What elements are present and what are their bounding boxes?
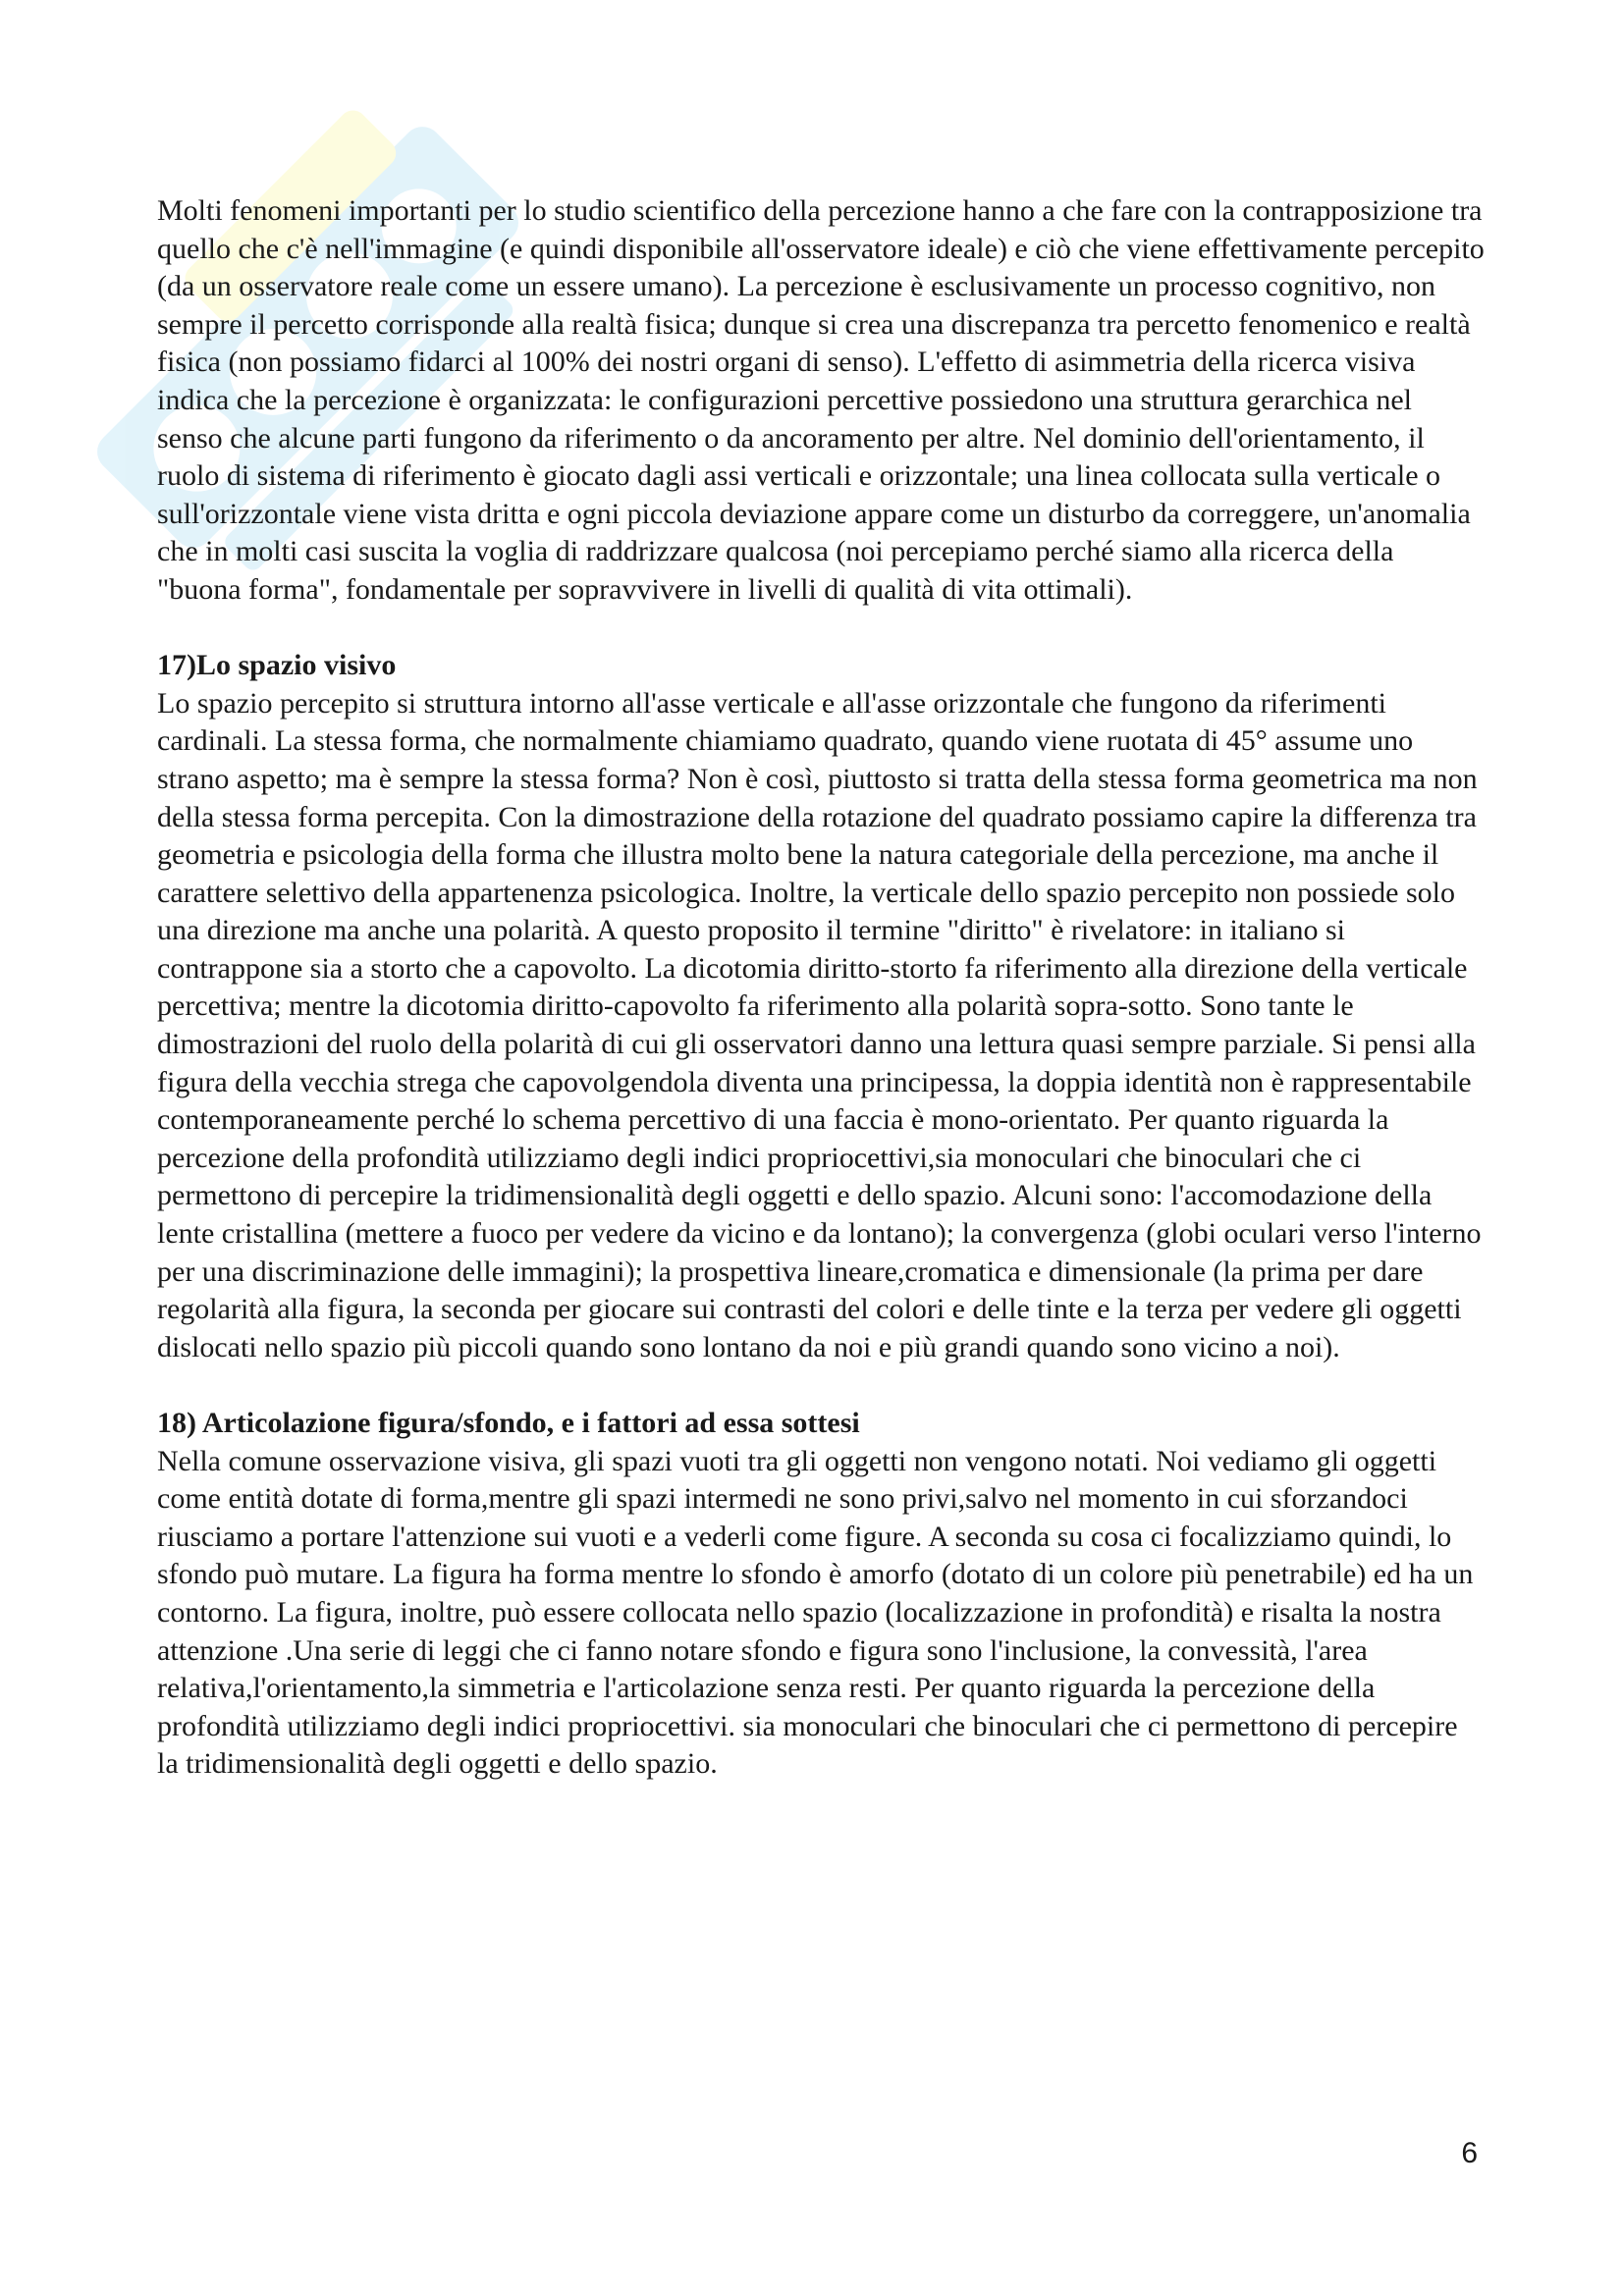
section-heading: 18) Articolazione figura/sfondo, e i fattori ad essa sottesi <box>157 1407 860 1439</box>
section-spazio-visivo <box>157 647 1485 1366</box>
intro-paragraph: Molti fenomeni importanti per lo studio scientifico della percezione hanno a che fare con la contrapposizione tra quello che c'è nell'immagine (e quindi disponibile all'osservatore ideale) e ciò che viene effettivamente percepito (da un osservatore reale come un essere umano). La percezione è esclusivamente un processo cognitivo, non sempre il percetto corrisponde alla realtà fisica; dunque si crea una discrepanza tra percetto fenomenico e realtà fisica (non possiamo fidarci al 100% dei nostri organi di senso). L'effetto di asimmetria della ricerca visiva indica che la percezione è organizzata: le configurazioni percettive possiedono una struttura gerarchica nel senso che alcune parti fungono da riferimento o da ancoramento per altre. Nel dominio dell'orientamento, il ruolo di sistema di riferimento è giocato dagli assi verticali e orizzontale; una linea collocata sulla verticale o sull'orizzontale viene vista dritta e ogni piccola deviazione appare come un disturbo da correggere, un'anomalia che in molti casi suscita la voglia di raddrizzare qualcosa (noi percepiamo perché siamo alla ricerca della "buona forma", fondamentale per sopravvivere in livelli di qualità di vita ottimali). <box>157 194 1485 606</box>
page-number: 6 <box>1461 2137 1478 2169</box>
section-figura-sfondo <box>157 1405 1485 1784</box>
section-body: Nella comune osservazione visiva, gli spazi vuoti tra gli oggetti non vengono notati. Noi vediamo gli oggetti come entità dotate di forma,mentre gli spazi intermedi ne sono privi,salvo nel momento in cui sforzandoci riusciamo a portare l'attenzione sui vuoti e a vederli come figure. A seconda su cosa ci focalizziamo quindi, lo sfondo può mutare. La figura ha forma mentre lo sfondo è amorfo (dotato di un colore più penetrabile) ed ha un contorno. La figura, inoltre, può essere collocata nello spazio (localizzazione in profondità) e risalta la nostra attenzione .Una serie di leggi che ci fanno notare sfondo e figura sono l'inclusione, la convessità, l'area relativa,l'orientamento,la simmetria e l'articolazione senza resti. Per quanto riguarda la percezione della profondità utilizziamo degli indici propriocettivi. sia monoculari che binoculari che ci permettono di percepire la tridimensionalità degli oggetti e dello spazio. <box>157 1444 1474 1781</box>
section-body: Lo spazio percepito si struttura intorno all'asse verticale e all'asse orizzontale che fungono da riferimenti cardinali. La stessa forma, che normalmente chiamiamo quadrato, quando viene ruotata di 45° assume uno strano aspetto; ma è sempre la stessa forma? Non è così, piuttosto si tratta della stessa forma geometrica ma non della stessa forma percepita. Con la dimostrazione della rotazione del quadrato possiamo capire la differenza tra geometria e psicologia della forma che illustra molto bene la natura categoriale della percezione, ma anche il carattere selettivo della appartenenza psicologica. Inoltre, la verticale dello spazio percepito non possiede solo una direzione ma anche una polarità. A questo proposito il termine "diritto" è rivelatore: in italiano si contrappone sia a storto che a capovolto. La dicotomia diritto-storto fa riferimento alla direzione della verticale percettiva; mentre la dicotomia diritto-capovolto fa riferimento alla polarità sopra-sotto. Sono tante le dimostrazioni del ruolo della polarità di cui gli osservatori danno una lettura quasi sempre parziale. Si pensi alla figura della vecchia strega che capovolgendola diventa una principessa, la doppia identità non è rappresentabile contemporaneamente perché lo schema percettivo di una faccia è mono-orientato. Per quanto riguarda la percezione della profondità utilizziamo degli indici propriocettivi,sia monoculari che binoculari che ci permettono di percepire la tridimensionalità degli oggetti e dello spazio. Alcuni sono: l'accomodazione della lente cristallina (mettere a fuoco per vedere da vicino e da lontano); la convergenza (globi oculari verso l'interno per una discriminazione delle immagini); la prospettiva lineare,cromatica e dimensionale (la prima per dare regolarità alla figura, la seconda per giocare sui contrasti del colori e delle tinte e la terza per vedere gli oggetti dislocati nello spazio più piccoli quando sono lontano da noi e più grandi quando sono vicino a noi). <box>157 686 1482 1363</box>
page-content <box>157 192 1485 1784</box>
section-heading: 17)Lo spazio visivo <box>157 649 397 682</box>
